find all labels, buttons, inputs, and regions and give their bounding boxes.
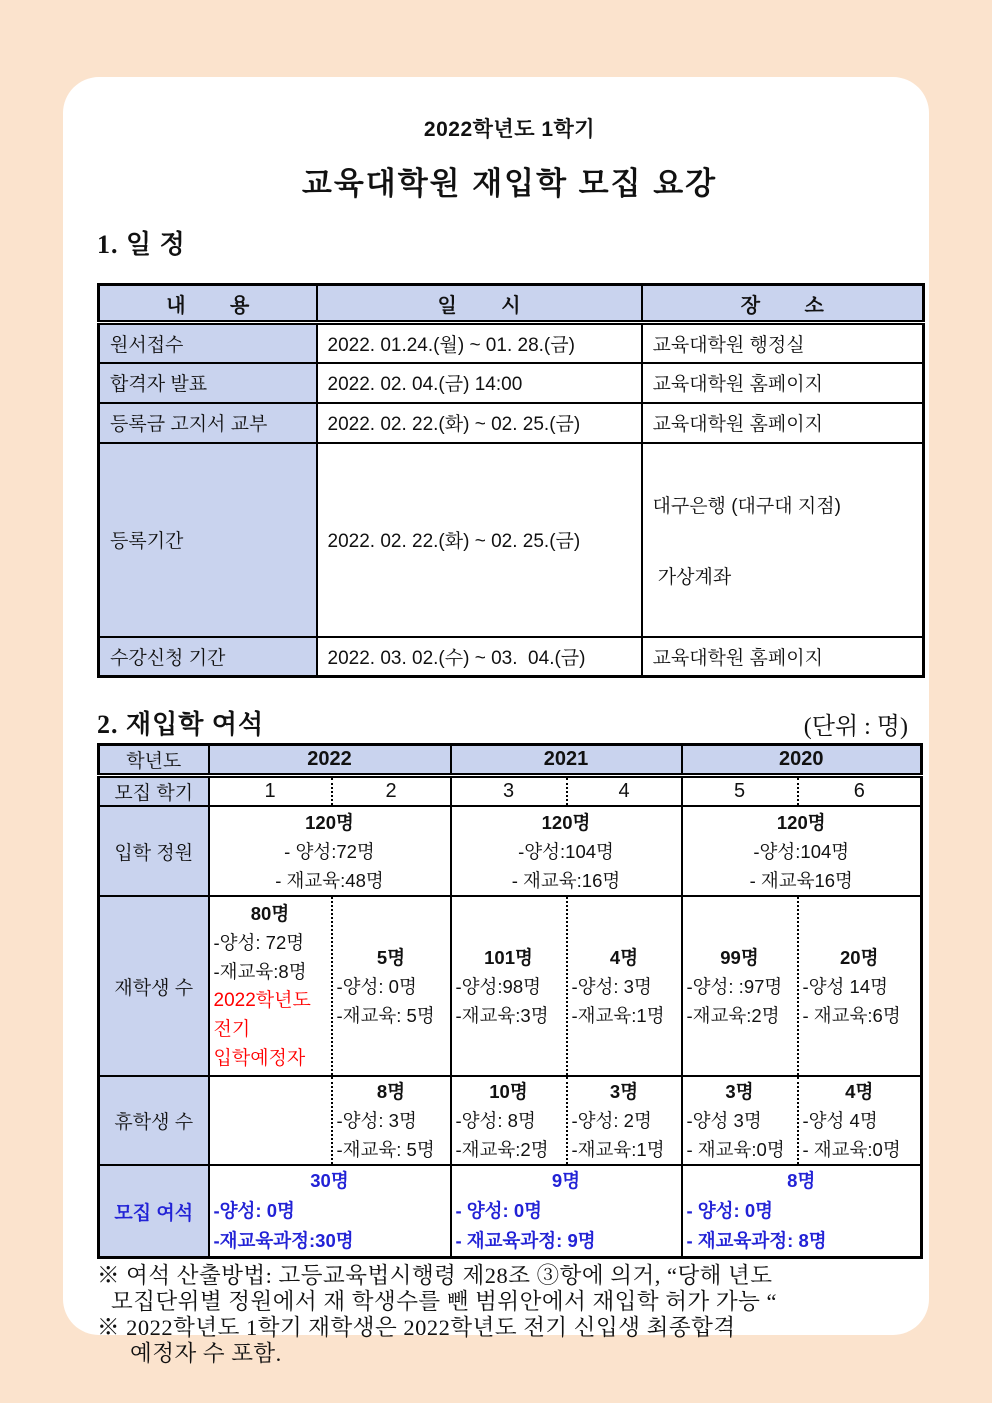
enrolled-line: -재교육:8명 <box>213 961 307 982</box>
enrolled-cell-sem3 <box>451 896 567 1076</box>
leave-line: -양성: 2명 <box>571 1110 652 1131</box>
schedule-row-course <box>99 637 924 677</box>
leave-cell-sem5 <box>682 1076 798 1165</box>
vacancy-line: -양성: 0명 <box>213 1200 295 1221</box>
document-subtitle: 2022학년도 1학기 <box>423 118 596 141</box>
section1-heading: 1. 일 정 <box>97 230 186 259</box>
schedule-row-announcement <box>99 363 924 403</box>
place-line2: 가상계좌 <box>652 566 732 588</box>
schedule-content-cell: 합격자 발표 <box>99 363 317 403</box>
semester-cell: 4 <box>567 776 682 807</box>
quota-line: - 재교육:16명 <box>511 869 621 891</box>
leave-line: -양성 4명 <box>802 1110 878 1131</box>
schedule-datetime-cell: 2022. 02. 22.(화) ~ 02. 25.(금) <box>317 403 642 443</box>
schedule-header-datetime: 일 시 <box>317 285 642 323</box>
vacancy-row <box>99 1165 922 1258</box>
leave-total: 10명 <box>489 1081 528 1102</box>
semester-cell: 3 <box>451 776 567 807</box>
leave-total: 3명 <box>609 1081 639 1102</box>
enrolled-total: 20명 <box>840 946 879 968</box>
enrolled-line: -재교육: 5명 <box>336 1004 435 1026</box>
vacancy-cell-2021 <box>451 1165 682 1258</box>
schedule-header-place: 장 소 <box>642 285 924 323</box>
year-2020-cell: 2020 <box>682 745 922 776</box>
vacancy-line: - 재교육과정: 9명 <box>455 1230 596 1251</box>
leave-cell-sem4 <box>567 1076 682 1165</box>
leave-cell-sem3 <box>451 1076 567 1165</box>
schedule-datetime-cell: 2022. 03. 02.(수) ~ 03. 04.(금) <box>317 637 642 677</box>
quota-row <box>99 806 922 896</box>
enrolled-note-red: 2022학년도 <box>213 990 311 1011</box>
schedule-place-cell <box>642 443 924 637</box>
row-header-year: 학년도 <box>99 745 209 776</box>
quota-line: -양성:104명 <box>518 840 614 862</box>
schedule-header-row <box>99 285 924 323</box>
seats-table <box>97 743 923 1259</box>
vacancy-total: 30명 <box>310 1170 349 1191</box>
document-title: 교육대학원 재입학 모집 요강 <box>301 166 718 201</box>
enrolled-line: -재교육:2명 <box>686 1004 780 1026</box>
vacancy-cell-2020 <box>682 1165 922 1258</box>
vacancy-line: - 양성: 0명 <box>686 1200 774 1221</box>
schedule-row-registration <box>99 443 924 637</box>
enrolled-line: - 재교육:6명 <box>802 1004 901 1026</box>
quota-total: 120명 <box>541 811 591 833</box>
schedule-place-cell: 교육대학원 행정실 <box>642 323 924 363</box>
enrolled-line: -양성: 72명 <box>213 932 305 953</box>
vacancy-total: 8명 <box>787 1170 816 1191</box>
quota-cell-2021 <box>451 806 682 896</box>
year-2022-cell: 2022 <box>209 745 451 776</box>
quota-cell-2022 <box>209 806 451 896</box>
enrolled-line: -양성: 3명 <box>571 975 652 997</box>
unit-note: (단위 : 명) <box>803 714 908 740</box>
footnote-line: 예정자 수 포함. <box>130 1341 282 1366</box>
schedule-row-application <box>99 323 924 363</box>
vacancy-line: -재교육과정:30명 <box>213 1230 354 1251</box>
vacancy-line: - 양성: 0명 <box>455 1200 543 1221</box>
row-header-vacancy: 모집 여석 <box>99 1165 209 1258</box>
enrolled-line: -양성:98명 <box>455 975 541 997</box>
quota-line: - 재교육:48명 <box>275 869 384 891</box>
enrolled-total: 101명 <box>484 946 533 968</box>
year-row <box>99 745 922 776</box>
enrolled-note-red: 입학예정자 <box>213 1048 306 1069</box>
section2-heading-row <box>97 704 922 741</box>
schedule-content-cell: 원서접수 <box>99 323 317 363</box>
enrolled-line: -양성: :97명 <box>686 975 783 997</box>
leave-line: -재교육:1명 <box>571 1139 665 1160</box>
quota-total: 120명 <box>776 811 826 833</box>
leave-line: - 재교육:0명 <box>802 1139 901 1160</box>
leave-line: -양성: 3명 <box>336 1110 417 1131</box>
enrolled-cell-sem4 <box>567 896 682 1076</box>
enrolled-line: -재교육:3명 <box>455 1004 549 1026</box>
quota-line: - 양성:72명 <box>284 840 375 862</box>
enrolled-cell-sem2 <box>332 896 451 1076</box>
enrolled-note-red: 전기 <box>213 1019 251 1040</box>
enrolled-cell-sem6 <box>798 896 922 1076</box>
place-line1: 대구은행 (대구대 지점) <box>652 495 841 517</box>
enrolled-line: -양성 14명 <box>802 975 888 997</box>
footnote-line: 모집단위별 정원에서 재 학생수를 뺀 범위안에서 재입학 허가 가능 “ <box>111 1289 777 1314</box>
semester-cell: 2 <box>332 776 451 807</box>
leave-line: -재교육: 5명 <box>336 1139 435 1160</box>
leave-total: 4명 <box>845 1081 874 1102</box>
schedule-place-cell: 교육대학원 홈페이지 <box>642 403 924 443</box>
row-header-enrolled: 재학생 수 <box>99 896 209 1076</box>
schedule-row-bill <box>99 403 924 443</box>
leave-cell-sem2 <box>332 1076 451 1165</box>
leave-row <box>99 1076 922 1165</box>
enrolled-line: -양성: 0명 <box>336 975 417 997</box>
vacancy-cell-2022 <box>209 1165 451 1258</box>
schedule-table <box>97 283 925 678</box>
document-card <box>63 77 929 1366</box>
schedule-datetime-cell: 2022. 02. 04.(금) 14:00 <box>317 363 642 403</box>
footnote-line: ※ 2022학년도 1학기 재학생은 2022학년도 전기 신입생 최종합격 <box>97 1315 736 1340</box>
enrolled-cell-sem5 <box>682 896 798 1076</box>
leave-cell-sem6 <box>798 1076 922 1165</box>
quota-cell-2020 <box>682 806 922 896</box>
quota-line: - 재교육16명 <box>749 869 853 891</box>
leave-total: 8명 <box>376 1081 406 1102</box>
schedule-place-cell: 교육대학원 홈페이지 <box>642 363 924 403</box>
schedule-content-cell: 수강신청 기간 <box>99 637 317 677</box>
schedule-datetime-cell: 2022. 01.24.(월) ~ 01. 28.(금) <box>317 323 642 363</box>
enrolled-total: 4명 <box>609 946 639 968</box>
footnotes <box>97 1263 922 1367</box>
schedule-content-cell: 등록기간 <box>99 443 317 637</box>
year-2021-cell: 2021 <box>451 745 682 776</box>
leave-total: 3명 <box>725 1081 754 1102</box>
schedule-header-content: 내 용 <box>99 285 317 323</box>
leave-line: - 재교육:0명 <box>686 1139 785 1160</box>
enrolled-total: 5명 <box>376 946 406 968</box>
leave-line: -양성 3명 <box>686 1110 762 1131</box>
row-header-leave: 휴학생 수 <box>99 1076 209 1165</box>
enrolled-cell-sem1 <box>209 896 332 1076</box>
schedule-datetime-cell: 2022. 02. 22.(화) ~ 02. 25.(금) <box>317 443 642 637</box>
semester-row <box>99 776 922 807</box>
enrolled-total: 80명 <box>250 903 290 924</box>
semester-cell: 6 <box>798 776 922 807</box>
section2-heading: 2. 재입학 여석 <box>97 710 265 739</box>
leave-line: -재교육:2명 <box>455 1139 549 1160</box>
row-header-semester: 모집 학기 <box>99 776 209 807</box>
vacancy-line: - 재교육과정: 8명 <box>686 1230 827 1251</box>
quota-line: -양성:104명 <box>753 840 850 862</box>
row-header-quota: 입학 정원 <box>99 806 209 896</box>
enrolled-row <box>99 896 922 1076</box>
semester-cell: 1 <box>209 776 332 807</box>
leave-cell-sem1-empty <box>209 1076 332 1165</box>
leave-line: -양성: 8명 <box>455 1110 536 1131</box>
enrolled-total: 99명 <box>720 946 759 968</box>
schedule-place-cell: 교육대학원 홈페이지 <box>642 637 924 677</box>
schedule-content-cell: 등록금 고지서 교부 <box>99 403 317 443</box>
vacancy-total: 9명 <box>551 1170 581 1191</box>
footnote-line: ※ 여석 산출방법: 고등교육법시행령 제28조 ③항에 의거, “당해 년도 <box>97 1263 773 1288</box>
quota-total: 120명 <box>305 811 354 833</box>
semester-cell: 5 <box>682 776 798 807</box>
enrolled-line: -재교육:1명 <box>571 1004 665 1026</box>
